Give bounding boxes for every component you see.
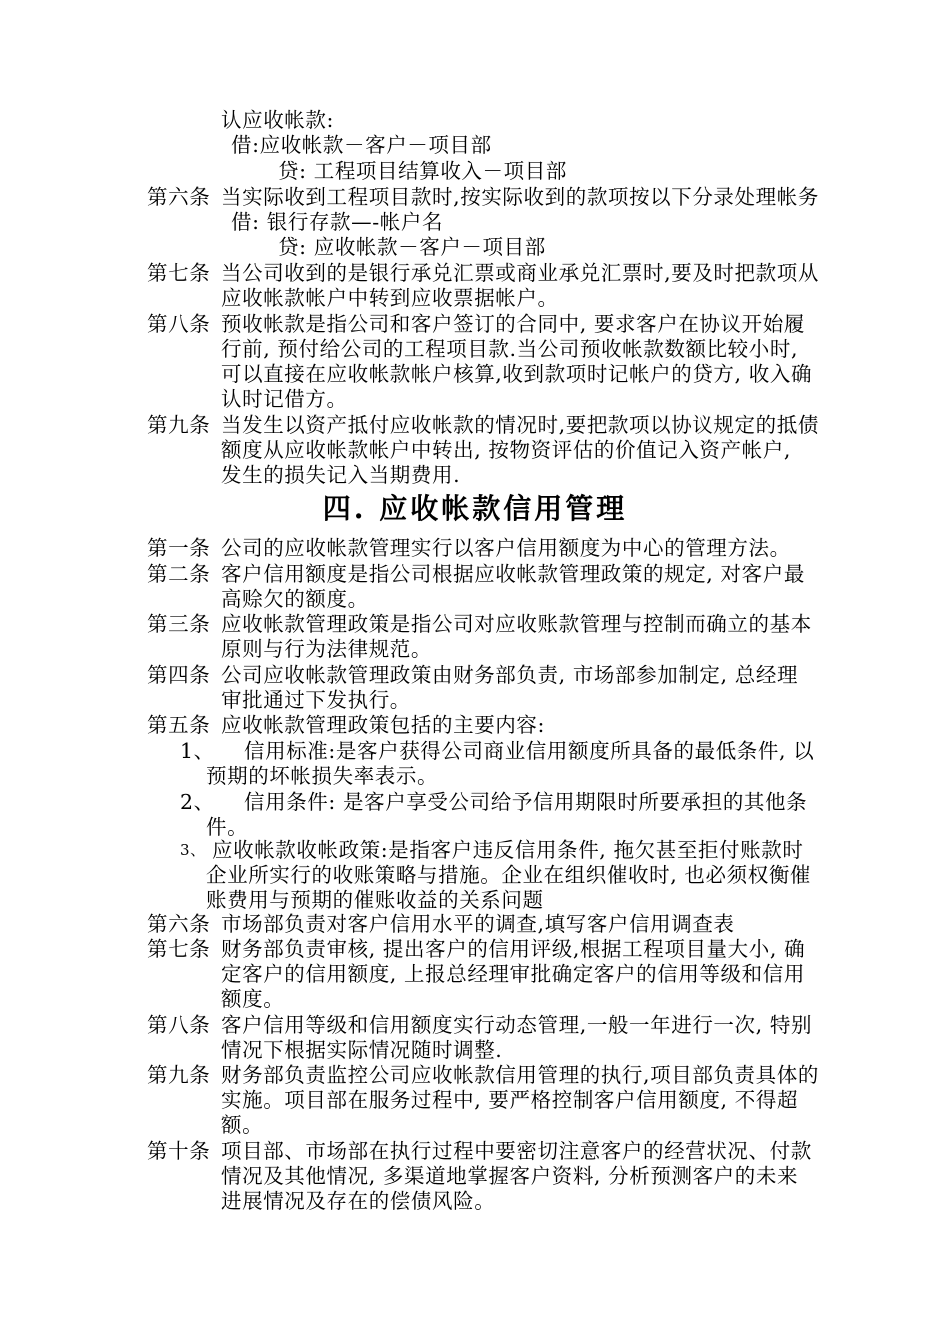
list-number: 1、 (180, 739, 215, 763)
text-line: 额度。 (221, 987, 285, 1011)
entry-debit: 借:应收帐款－客户－项目部 (231, 133, 492, 157)
list-item-text: 信用条件: 是客户享受公司给予信用期限时所要承担的其他条 (244, 790, 808, 814)
text-line: 行前, 预付给公司的工程项目款.当公司预收帐款数额比较小时, (221, 337, 799, 361)
article-label: 第三条 (147, 612, 211, 636)
list-item-text: 信用标准:是客户获得公司商业信用额度所具备的最低条件, 以 (244, 739, 815, 763)
article-text: 当发生以资产抵付应收帐款的情况时,要把款项以协议规定的抵债 (221, 413, 819, 437)
article-text: 当公司收到的是银行承兑汇票或商业承兑汇票时,要及时把款项从 (221, 261, 819, 285)
article-label: 第八条 (147, 312, 211, 336)
text-line: 件。 (206, 815, 249, 839)
article-text: 预收帐款是指公司和客户签订的合同中, 要求客户在协议开始履 (221, 312, 805, 336)
article-label: 第九条 (147, 413, 211, 437)
article-text: 财务部负责监控公司应收帐款信用管理的执行,项目部负责具体的 (221, 1063, 819, 1087)
text-line: 认应收帐款: (221, 108, 335, 132)
text-line: 原则与行为法律规范。 (221, 637, 432, 661)
article-text: 应收帐款管理政策是指公司对应收账款管理与控制而确立的基本 (221, 612, 812, 636)
text-line: 账费用与预期的催账收益的关系问题 (206, 888, 544, 912)
text-line: 额。 (221, 1113, 264, 1137)
entry-credit: 贷: 应收帐款－客户－项目部 (278, 235, 546, 259)
article-text: 项目部、市场部在执行过程中要密切注意客户的经营状况、付款 (221, 1139, 812, 1163)
article-label: 第一条 (147, 536, 211, 560)
article-label: 第七条 (147, 261, 211, 285)
text-line: 进展情况及存在的偿债风险。 (221, 1189, 496, 1213)
article-text: 应收帐款管理政策包括的主要内容: (221, 713, 546, 737)
article-label: 第八条 (147, 1013, 211, 1037)
article-label: 第十条 (147, 1139, 211, 1163)
text-line: 定客户的信用额度, 上报总经理审批确定客户的信用等级和信用 (221, 962, 805, 986)
article-label: 第九条 (147, 1063, 211, 1087)
article-label: 第五条 (147, 713, 211, 737)
text-line: 应收帐款帐户中转到应收票据帐户。 (221, 286, 559, 310)
article-label: 第七条 (147, 937, 211, 961)
text-line: 额度从应收帐款帐户中转出, 按物资评估的价值记入资产帐户, (221, 438, 791, 462)
list-item-text: 应收帐款收帐政策:是指客户违反信用条件, 拖欠甚至拒付账款时 (212, 838, 804, 862)
article-text: 市场部负责对客户信用水平的调查,填写客户信用调查表 (221, 912, 735, 936)
entry-credit: 贷: 工程项目结算收入－项目部 (278, 159, 567, 183)
article-label: 第四条 (147, 663, 211, 687)
article-text: 公司的应收帐款管理实行以客户信用额度为中心的管理方法。 (221, 536, 791, 560)
article-text: 客户信用等级和信用额度实行动态管理,一般一年进行一次, 特别 (221, 1013, 813, 1037)
text-line: 预期的坏帐损失率表示。 (206, 764, 439, 788)
article-label: 第二条 (147, 562, 211, 586)
text-line: 实施。项目部在服务过程中, 要严格控制客户信用额度, 不得超 (221, 1088, 799, 1112)
entry-debit: 借: 银行存款—-帐户名 (231, 210, 444, 234)
article-text: 当实际收到工程项目款时,按实际收到的款项按以下分录处理帐务 (221, 185, 819, 209)
article-label: 第六条 (147, 912, 211, 936)
article-text: 公司应收帐款管理政策由财务部负责, 市场部参加制定, 总经理 (221, 663, 799, 687)
list-number: 3、 (180, 841, 206, 859)
list-number: 2、 (180, 790, 215, 814)
article-text: 客户信用额度是指公司根据应收帐款管理政策的规定, 对客户最 (221, 562, 805, 586)
text-line: 可以直接在应收帐款帐户核算,收到款项时记帐户的贷方, 收入确 (221, 362, 813, 386)
text-line: 情况下根据实际情况随时调整. (221, 1038, 503, 1062)
article-label: 第六条 (147, 185, 211, 209)
text-line: 企业所实行的收账策略与措施。企业在组织催收时, 也必须权衡催 (206, 863, 812, 887)
section-heading: 四. 应收帐款信用管理 (322, 492, 628, 525)
article-text: 财务部负责审核, 提出客户的信用评级,根据工程项目量大小, 确 (221, 937, 806, 961)
text-line: 认时记借方。 (221, 387, 348, 411)
text-line: 高赊欠的额度。 (221, 587, 369, 611)
text-line: 审批通过下发执行。 (221, 688, 411, 712)
text-line: 情况及其他情况, 多渠道地掌握客户资料, 分析预测客户的未来 (221, 1164, 799, 1188)
text-line: 发生的损失记入当期费用. (221, 463, 461, 487)
